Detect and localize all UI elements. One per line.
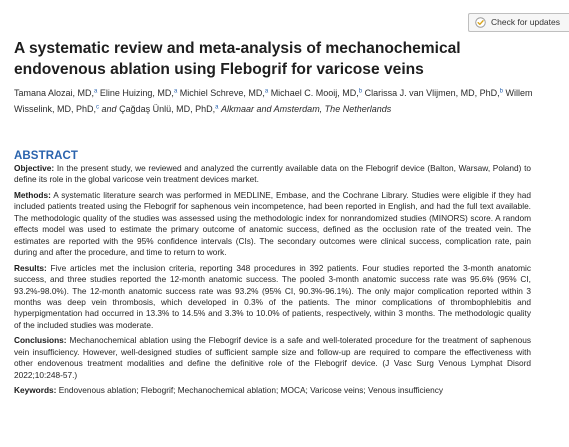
author: Michael C. Mooij, MD,$^b$ xyxy=(270,88,363,98)
author-location: Alkmaar and Amsterdam, The Netherlands xyxy=(220,103,392,114)
abstract-results xyxy=(14,263,531,332)
affiliation-marker: b xyxy=(358,88,363,95)
affiliation-marker: a xyxy=(173,88,178,95)
abstract-heading: ABSTRACT xyxy=(14,150,79,162)
section-label: Results: xyxy=(14,262,47,273)
section-label: Methods: xyxy=(14,189,51,200)
author: Eline Huizing, MD,$^a$ xyxy=(99,88,178,98)
author-conjunction: and xyxy=(101,103,117,114)
abstract-body xyxy=(14,163,531,401)
section-text: Endovenous ablation; Flebogrif; Mechanochemical ablation; MOCA; Varicose veins; Venous insufficiency xyxy=(58,385,444,396)
affiliation-marker: a xyxy=(94,88,98,95)
check-updates-label: Check for updates xyxy=(491,17,560,27)
affiliation-marker: a xyxy=(215,104,219,111)
author: Clarissa J. van Vlijmen, MD, PhD,$^b$ xyxy=(364,88,503,98)
section-text: Mechanochemical ablation using the Flebogrif device is a safe and well-tolerated procedure for the treatment of saphenous vein insufficiency. However, well-designed studies of sufficient sample size and follow-up are required to compare the effectiveness with other endovenous treatment modalities and define the definitive role of the Flebogrif device. (J Vasc Surg Venous Lymphat Disord 2022;10:248-57.) xyxy=(14,335,532,380)
abstract-keywords xyxy=(14,385,531,396)
abstract-methods xyxy=(14,190,531,259)
section-label: Conclusions: xyxy=(14,335,67,346)
section-text: A systematic literature search was performed in MEDLINE, Embase, and the Cochrane Library. Studies were eligible if they had included patients treated using the Flebogrif for saphenous vein incompetence, had been reported in English, and had the full text available. The methodologic quality of the studies was assessed using the methodologic index for nonrandomized studies (MINORS) score. A random effects model was used to estimate the primary outcome of anatomic success, defined as the occlusion rate of the treated vein. The estimates are reported with the 95% confidence intervals (CIs). The secondary outcomes were clinical success, complication rate, pain during and after the procedure, and time to return to work. xyxy=(14,189,531,258)
section-text: Five articles met the inclusion criteria, reporting 348 procedures in 392 patients. Four studies reported the 3-month anatomic success, and three studies reported the 12-month anatomic success. The pooled 3-month anatomic success rate was 95.6% (95% CI, 93.2%-98.0%). The 12-month anatomic success rate was 93.2% (95% CI, 90.3%-96.1%). The only major complication reported within 3 months was deep vein thrombosis, which developed in 0.3% of the patients. The minor complications of thrombophlebitis and hyperpigmentation had occurred in 13.3% to 14.5% and 3.3% to 10.0% of patients, respectively, within 3 months. The methodologic quality of the included studies was moderate. xyxy=(14,262,532,330)
affiliation-marker: c xyxy=(96,104,100,111)
section-label: Keywords: xyxy=(14,385,57,396)
affiliation-marker: a xyxy=(264,88,269,95)
author: Çağdaş Ünlü, MD, PhD,$^a$ xyxy=(119,103,219,114)
abstract-objective xyxy=(14,163,531,186)
author-list xyxy=(14,86,544,117)
abstract-conclusions xyxy=(14,335,531,381)
check-updates-icon xyxy=(475,17,486,28)
author: Tamana Alozai, MD,$^a$ xyxy=(14,88,98,98)
section-label: Objective: xyxy=(14,163,55,173)
affiliation-marker: b xyxy=(499,88,503,95)
check-for-updates-button[interactable] xyxy=(468,13,569,32)
author: Willem Wisselink, MD, PhD,$^c$ xyxy=(14,88,533,114)
article-title: A systematic review and meta-analysis of mechanochemical endovenous ablation using Flebogrif for varicose veins xyxy=(14,40,461,78)
author: Michiel Schreve, MD,$^a$ xyxy=(179,88,269,98)
section-text: In the present study, we reviewed and analyzed the currently available data on the Flebogrif device (Balton, Warsaw, Poland) to define its role in the global varicose vein treatment devices market. xyxy=(14,163,531,185)
